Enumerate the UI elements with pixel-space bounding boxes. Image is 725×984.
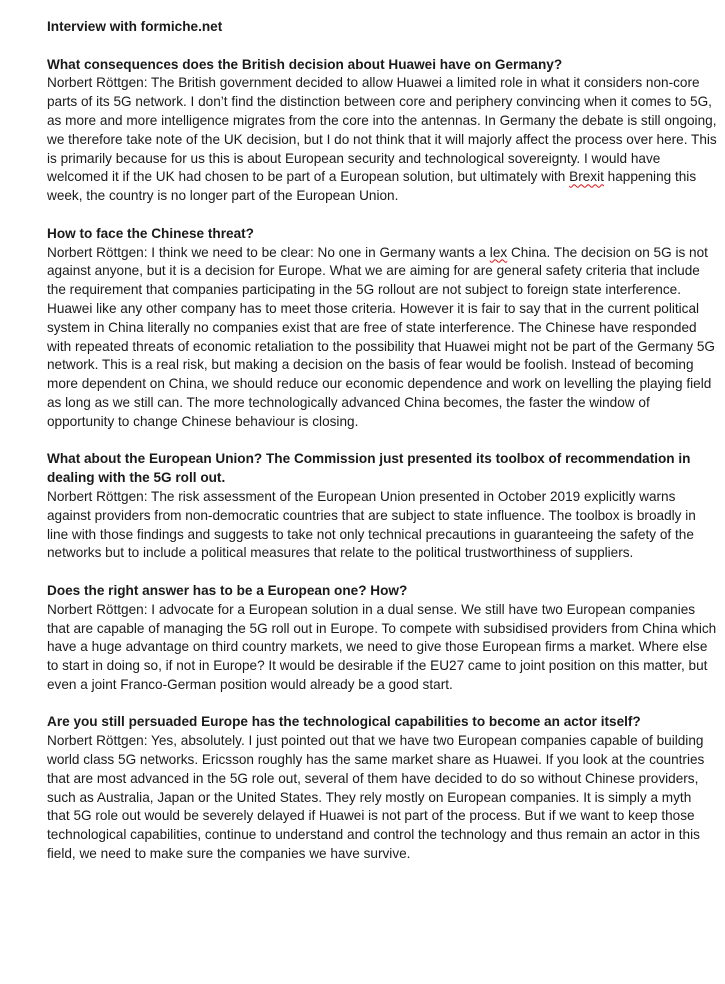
qa-section-technological-capabilities <box>47 713 717 863</box>
question-heading: What consequences does the British decision about Huawei have on Germany? <box>47 56 563 72</box>
answer-paragraph: Norbert Röttgen: I advocate for a European solution in a dual sense. We still have two European companies that are capable of managing the 5G roll out in Europe. To compete with subsidised providers from China which have a huge advantage on third country markets, we need to give those European firms a market. Where else to start in doing so, if not in Europe? It would be desirable if the EU27 came to joint position on this matter, but even a joint Franco-German position would already be a good start. <box>47 601 717 692</box>
qa-section-chinese-threat <box>47 225 717 432</box>
document-title: Interview with formiche.net <box>47 19 223 34</box>
answer-text: Norbert Röttgen: I think we need to be clear: No one in Germany wants a <box>47 244 490 260</box>
qa-section-european-answer <box>47 582 717 695</box>
question-heading: Are you still persuaded Europe has the technological capabilities to become an actor itself? <box>47 714 641 730</box>
answer-paragraph <box>47 74 717 206</box>
answer-text: Norbert Röttgen: The British government decided to allow Huawei a limited role in what it considers non-core parts of its 5G network. I don’t find the distinction between core and periphery convincing when it comes to 5G, as more and more intelligence migrates from the core into the antennas. In Germany the debate is still ongoing, we therefore take note of the UK decision, but I do not think that it will majorly affect the process over here. This is primarily because for us this is about European security and technological sovereignty. I would have welcomed it if the UK had chosen to be part of a European solution, but ultimately with <box>47 75 717 185</box>
question-heading: Does the right answer has to be a European one? How? <box>47 582 408 598</box>
answer-paragraph: Norbert Röttgen: The risk assessment of the European Union presented in October 2019 explicitly warns against providers from non-democratic countries that are subject to state influence. The toolbox is broadly in line with those findings and suggests to take not only technical precautions in guaranteeing the safety of the networks but to include a political measures that relate to the political trustworthiness of suppliers. <box>47 488 696 561</box>
document-page <box>47 18 717 883</box>
question-heading: How to face the Chinese threat? <box>47 225 254 241</box>
answer-text: happening this week, the country is no longer part of the European Union. <box>47 169 697 204</box>
question-heading: What about the European Union? The Commission just presented its toolbox of recommendation in dealing with the 5G roll out. <box>47 451 691 486</box>
spellcheck-flagged-word: Brexit <box>569 169 604 185</box>
qa-section-british-decision <box>47 56 717 206</box>
qa-section-european-union <box>47 450 717 563</box>
spellcheck-flagged-word: lex <box>489 244 508 260</box>
answer-text: China. The decision on 5G is not against anyone, but it is a decision for Europe. What we are aiming for are general safety criteria that include the requirement that companies participating in the 5G rollout are not subject to foreign state interference. Huawei like any other company has to meet those criteria. However it is fair to say that in the current political system in China literally no companies exist that are free of state interference. The Chinese have responded with repeated threats of economic retaliation to the possibility that Huawei might not be part of the Germany 5G network. This is a real risk, but making a decision on the basis of fear would be foolish. Instead of becoming more dependent on China, we should reduce our economic dependence and work on levelling the playing field as long as we still can. The more technologically advanced China becomes, the faster the window of opportunity to change Chinese behaviour is closing. <box>47 244 715 429</box>
answer-paragraph: Norbert Röttgen: Yes, absolutely. I just pointed out that we have two European companies capable of building world class 5G networks. Ericsson roughly has the same market share as Huawei. If you look at the countries that are most advanced in the 5G role out, several of them have decided to do so without Chinese providers, such as Australia, Japan or the United States. They rely mostly on European companies. It is simply a myth that 5G role out would be severely delayed if Huawei is not part of the process. But if we want to keep those technological capabilities, continue to understand and control the technology and thus remain an actor in this field, we need to make sure the companies we have survive. <box>47 733 705 862</box>
answer-paragraph <box>47 244 717 432</box>
